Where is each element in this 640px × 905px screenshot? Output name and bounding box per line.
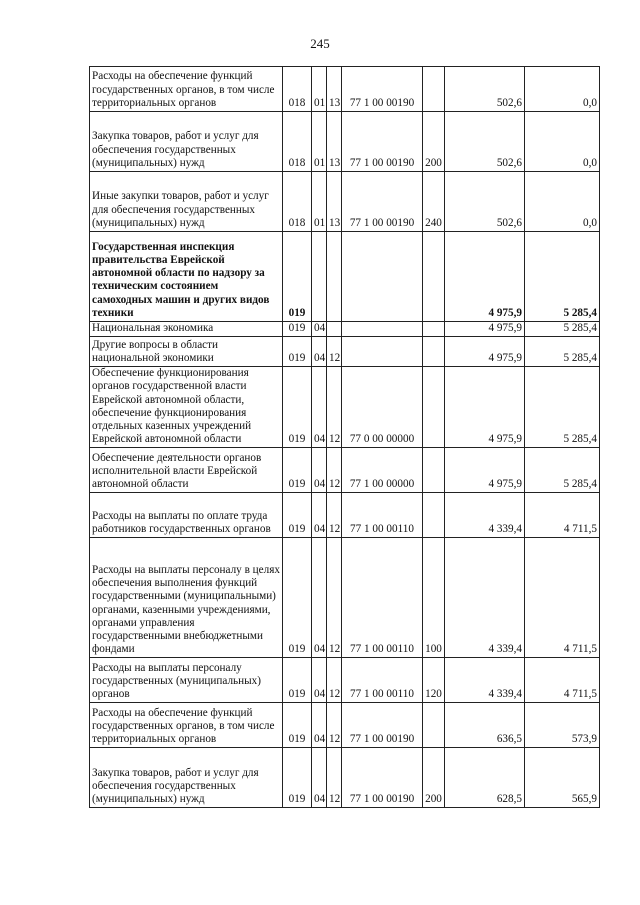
expense-type-cell: 200: [423, 748, 445, 808]
name-cell: Расходы на обеспечение функций государственных органов, в том числе территориальных органов: [90, 67, 283, 112]
expense-type-cell: 240: [423, 172, 445, 232]
subsection-code-cell: 13: [327, 172, 342, 232]
expense-type-cell: [423, 703, 445, 748]
amount-year2-cell: 0,0: [525, 172, 600, 232]
table-row: [90, 493, 600, 538]
expense-type-cell: [423, 367, 445, 448]
name-cell: Расходы на обеспечение функций государственных органов, в том числе территориальных органов: [90, 703, 283, 748]
name-cell: Обеспечение функционирования органов государственной власти Еврейской автономной области, обеспечение функционирования отдельных казенных учреждений Еврейской автономной области: [90, 367, 283, 448]
ministry-code-cell: 019: [283, 748, 312, 808]
subsection-code-cell: [327, 322, 342, 337]
amount-year1-cell: 4 975,9: [445, 367, 525, 448]
table-row: [90, 67, 600, 112]
name-cell: Другие вопросы в области национальной экономики: [90, 337, 283, 367]
amount-year1-cell: 502,6: [445, 67, 525, 112]
amount-year2-cell: 5 285,4: [525, 232, 600, 322]
expense-type-cell: [423, 232, 445, 322]
amount-year2-cell: 5 285,4: [525, 448, 600, 493]
table-row: [90, 448, 600, 493]
name-cell: Иные закупки товаров, работ и услуг для обеспечения государственных (муниципальных) нужд: [90, 172, 283, 232]
amount-year2-cell: 4 711,5: [525, 658, 600, 703]
table-row: [90, 658, 600, 703]
amount-year1-cell: 502,6: [445, 112, 525, 172]
target-article-cell: [342, 232, 423, 322]
subsection-code-cell: 12: [327, 748, 342, 808]
table-row: [90, 538, 600, 658]
amount-year1-cell: 502,6: [445, 172, 525, 232]
expense-type-cell: [423, 448, 445, 493]
target-article-cell: [342, 322, 423, 337]
amount-year2-cell: 573,9: [525, 703, 600, 748]
name-cell: Государственная инспекция правительства Еврейской автономной области по надзору за техническим состоянием самоходных машин и других видов техники: [90, 232, 283, 322]
ministry-code-cell: 018: [283, 67, 312, 112]
table-row: [90, 367, 600, 448]
target-article-cell: 77 1 00 00190: [342, 67, 423, 112]
ministry-code-cell: 019: [283, 232, 312, 322]
subsection-code-cell: 12: [327, 703, 342, 748]
target-article-cell: 77 1 00 00000: [342, 448, 423, 493]
amount-year1-cell: 4 339,4: [445, 493, 525, 538]
target-article-cell: [342, 337, 423, 367]
section-code-cell: 01: [312, 67, 327, 112]
section-code-cell: 04: [312, 493, 327, 538]
name-cell: Закупка товаров, работ и услуг для обеспечения государственных (муниципальных) нужд: [90, 748, 283, 808]
section-code-cell: [312, 232, 327, 322]
amount-year1-cell: 4 975,9: [445, 337, 525, 367]
subsection-code-cell: 12: [327, 658, 342, 703]
table-row: [90, 748, 600, 808]
target-article-cell: 77 1 00 00190: [342, 112, 423, 172]
subsection-code-cell: 13: [327, 112, 342, 172]
target-article-cell: 77 0 00 00000: [342, 367, 423, 448]
expense-type-cell: [423, 67, 445, 112]
ministry-code-cell: 019: [283, 493, 312, 538]
section-code-cell: 04: [312, 748, 327, 808]
ministry-code-cell: 018: [283, 112, 312, 172]
subsection-code-cell: 13: [327, 67, 342, 112]
amount-year1-cell: 4 339,4: [445, 658, 525, 703]
section-code-cell: 01: [312, 172, 327, 232]
subsection-code-cell: 12: [327, 538, 342, 658]
ministry-code-cell: 019: [283, 367, 312, 448]
amount-year2-cell: 4 711,5: [525, 493, 600, 538]
expense-type-cell: 200: [423, 112, 445, 172]
expense-type-cell: [423, 337, 445, 367]
section-code-cell: 04: [312, 538, 327, 658]
ministry-code-cell: 019: [283, 322, 312, 337]
target-article-cell: 77 1 00 00110: [342, 658, 423, 703]
name-cell: Обеспечение деятельности органов исполнительной власти Еврейской автономной области: [90, 448, 283, 493]
ministry-code-cell: 018: [283, 172, 312, 232]
table-row: [90, 703, 600, 748]
table-row: [90, 112, 600, 172]
section-code-cell: 04: [312, 448, 327, 493]
subsection-code-cell: [327, 232, 342, 322]
ministry-code-cell: 019: [283, 538, 312, 658]
table-row: [90, 322, 600, 337]
amount-year1-cell: 4 975,9: [445, 232, 525, 322]
amount-year2-cell: 5 285,4: [525, 322, 600, 337]
section-code-cell: 04: [312, 658, 327, 703]
amount-year2-cell: 0,0: [525, 67, 600, 112]
section-code-cell: 01: [312, 112, 327, 172]
amount-year2-cell: 565,9: [525, 748, 600, 808]
amount-year1-cell: 4 339,4: [445, 538, 525, 658]
subsection-code-cell: 12: [327, 337, 342, 367]
target-article-cell: 77 1 00 00110: [342, 538, 423, 658]
name-cell: Национальная экономика: [90, 322, 283, 337]
page-number: 245: [310, 36, 330, 51]
section-code-cell: 04: [312, 367, 327, 448]
name-cell: Расходы на выплаты персоналу государственных (муниципальных) органов: [90, 658, 283, 703]
section-code-cell: 04: [312, 703, 327, 748]
amount-year2-cell: 5 285,4: [525, 337, 600, 367]
subsection-code-cell: 12: [327, 448, 342, 493]
amount-year1-cell: 4 975,9: [445, 322, 525, 337]
expense-type-cell: [423, 493, 445, 538]
expense-type-cell: 100: [423, 538, 445, 658]
ministry-code-cell: 019: [283, 658, 312, 703]
budget-table: [89, 66, 600, 808]
ministry-code-cell: 019: [283, 703, 312, 748]
name-cell: Расходы на выплаты по оплате труда работников государственных органов: [90, 493, 283, 538]
target-article-cell: 77 1 00 00110: [342, 493, 423, 538]
target-article-cell: 77 1 00 00190: [342, 172, 423, 232]
table-row: [90, 337, 600, 367]
amount-year1-cell: 4 975,9: [445, 448, 525, 493]
name-cell: Закупка товаров, работ и услуг для обеспечения государственных (муниципальных) нужд: [90, 112, 283, 172]
ministry-code-cell: 019: [283, 337, 312, 367]
target-article-cell: 77 1 00 00190: [342, 748, 423, 808]
amount-year2-cell: 5 285,4: [525, 367, 600, 448]
amount-year1-cell: 628,5: [445, 748, 525, 808]
amount-year2-cell: 0,0: [525, 112, 600, 172]
subsection-code-cell: 12: [327, 493, 342, 538]
target-article-cell: 77 1 00 00190: [342, 703, 423, 748]
subsection-code-cell: 12: [327, 367, 342, 448]
amount-year1-cell: 636,5: [445, 703, 525, 748]
section-code-cell: 04: [312, 322, 327, 337]
section-code-cell: 04: [312, 337, 327, 367]
ministry-code-cell: 019: [283, 448, 312, 493]
expense-type-cell: 120: [423, 658, 445, 703]
expense-type-cell: [423, 322, 445, 337]
table-row: [90, 172, 600, 232]
amount-year2-cell: 4 711,5: [525, 538, 600, 658]
name-cell: Расходы на выплаты персоналу в целях обеспечения выполнения функций государственными (муниципальными) органами, казенными учреждениями, органами управления государственными внебюджетными фондами: [90, 538, 283, 658]
table-row: [90, 232, 600, 322]
